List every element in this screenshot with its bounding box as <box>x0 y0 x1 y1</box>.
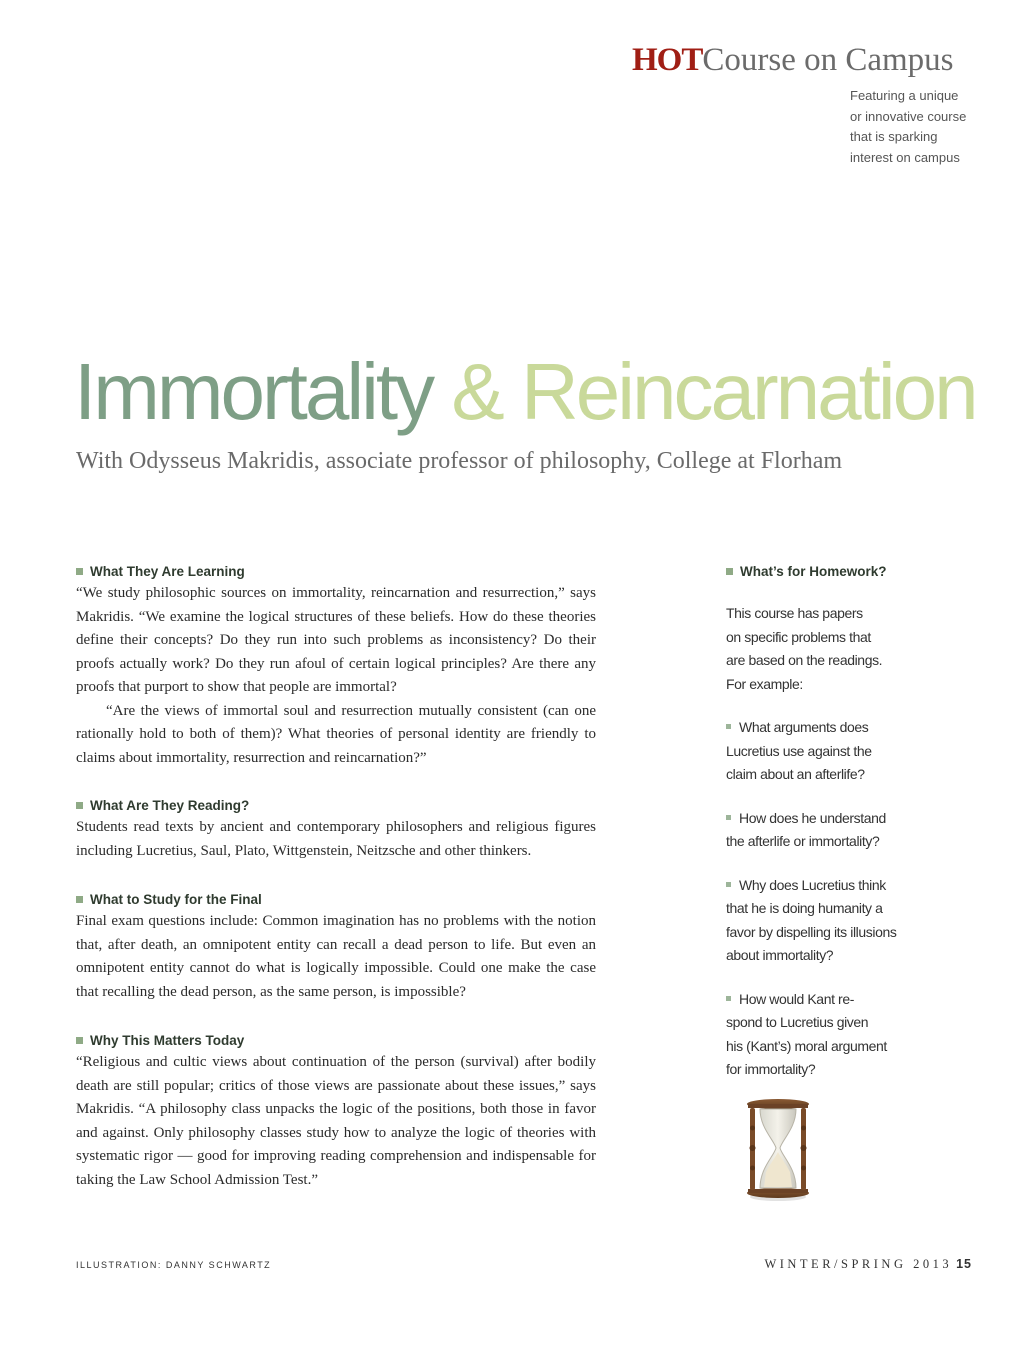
homework-heading-text: What’s for Homework? <box>740 564 887 579</box>
paragraph: “Are the views of immortal soul and resurrection mutually consistent (can one rationally hold to both of them)? What theories of personal identity are friendly to claims about immortality, resurrection and reincarnation?” <box>76 702 596 766</box>
square-bullet-icon <box>726 996 731 1001</box>
section-final <box>76 890 596 1004</box>
section-heading-text: What Are They Reading? <box>90 798 250 813</box>
section-heading <box>76 796 596 816</box>
hot-course-title <box>632 40 954 80</box>
hot-course-description <box>850 86 970 168</box>
square-bullet-icon <box>76 568 83 575</box>
hot-label: HOT <box>632 42 703 78</box>
paragraph: “We study philosophic sources on immortality, reincarnation and resurrection,” says Makridis. “We examine the logical structures of these beliefs. How do these theories define their concepts? Do they run into such problems as inconsistency? Do their proofs actually work? Do they run afoul of certain logical principles? Are there any proofs that purport to show that people are immortal? <box>76 585 596 695</box>
section-matters <box>76 1031 596 1192</box>
title-reincarnation: & Reincarnation <box>451 347 976 436</box>
intro-line: are based on the readings. <box>726 652 883 668</box>
square-bullet-icon <box>726 882 731 887</box>
illustration-credit: ILLUSTRATION: DANNY SCHWARTZ <box>76 1260 272 1270</box>
question-line: How does he understand <box>739 809 886 826</box>
square-bullet-icon <box>76 1037 83 1044</box>
question-line: What arguments does <box>739 719 869 735</box>
homework-question <box>726 874 896 968</box>
question-line: favor by dispelling its illusions <box>726 923 897 940</box>
question-line: that he is doing humanity a <box>726 900 883 916</box>
question-line: his (Kant’s) moral argument <box>726 1037 887 1054</box>
section-learning <box>76 562 596 770</box>
description-line: Featuring a unique <box>850 88 959 103</box>
title-immortality: Immortality <box>74 347 433 436</box>
question-line: How would Kant re- <box>739 990 854 1007</box>
square-bullet-icon <box>726 724 731 729</box>
homework-heading <box>726 562 896 582</box>
paragraph: “Religious and cultic views about continuation of the person (survival) after bodily death are still popular; critics of those views are passionate about these issues,” says Makridis. “A philosophy class unpacks the logic of the positions, both those in favor and against. Only philosophy classes study how to analyze the logic of theories with systematic rigor — good for improving reading comprehension and indispensable for taking the Law School Admission Test.” <box>76 1054 596 1188</box>
section-heading-text: What to Study for the Final <box>90 892 262 907</box>
question-line: about immortality? <box>726 947 834 963</box>
page-title <box>74 342 976 442</box>
square-bullet-icon <box>76 896 83 903</box>
hourglass-illustration <box>744 1098 812 1202</box>
section-heading-text: What They Are Learning <box>90 564 245 579</box>
question-line: spond to Lucretius given <box>726 1014 869 1030</box>
page-subtitle: With Odysseus Makridis, associate professor of philosophy, College at Florham <box>76 448 843 474</box>
issue-and-page <box>764 1257 972 1272</box>
homework-sidebar <box>726 562 896 1082</box>
issue-label: WINTER/SPRING 2013 <box>764 1257 953 1271</box>
homework-question <box>726 988 896 1082</box>
homework-question <box>726 716 896 787</box>
square-bullet-icon <box>726 815 731 820</box>
question-line: Why does Lucretius think <box>739 876 886 893</box>
section-heading <box>76 562 596 582</box>
question-line: claim about an afterlife? <box>726 766 865 782</box>
intro-line: This course has papers <box>726 605 863 621</box>
section-reading <box>76 796 596 863</box>
description-line: that is sparking <box>850 129 938 144</box>
question-line: Lucretius use against the <box>726 742 872 759</box>
section-heading <box>76 890 596 910</box>
square-bullet-icon <box>76 802 83 809</box>
description-line: or innovative course <box>850 108 967 124</box>
section-heading <box>76 1031 596 1051</box>
paragraph: Final exam questions include: Common imagination has no problems with the notion that, after death, an omnipotent entity can recall a dead person to life. But even an omnipotent entity cannot do what is logically impossible. Could one make the case that recalling the dead person, as the same person, is impossible? <box>76 913 596 1000</box>
course-on-campus-label: Course on Campus <box>702 42 954 78</box>
question-line: for immortality? <box>726 1061 816 1077</box>
paragraph: Students read texts by ancient and contemporary philosophers and religious figures including Lucretius, Saul, Plato, Wittgenstein, Neitzsche and other thinkers. <box>76 819 596 859</box>
intro-line: on specific problems that <box>726 628 871 645</box>
homework-intro <box>726 602 896 696</box>
description-line: interest on campus <box>850 149 960 165</box>
hot-course-badge <box>632 40 967 165</box>
intro-line: For example: <box>726 675 803 692</box>
question-line: the afterlife or immortality? <box>726 833 880 849</box>
homework-question <box>726 807 896 854</box>
section-heading-text: Why This Matters Today <box>90 1033 245 1048</box>
square-bullet-icon <box>726 568 733 575</box>
page-number: 15 <box>956 1257 972 1271</box>
